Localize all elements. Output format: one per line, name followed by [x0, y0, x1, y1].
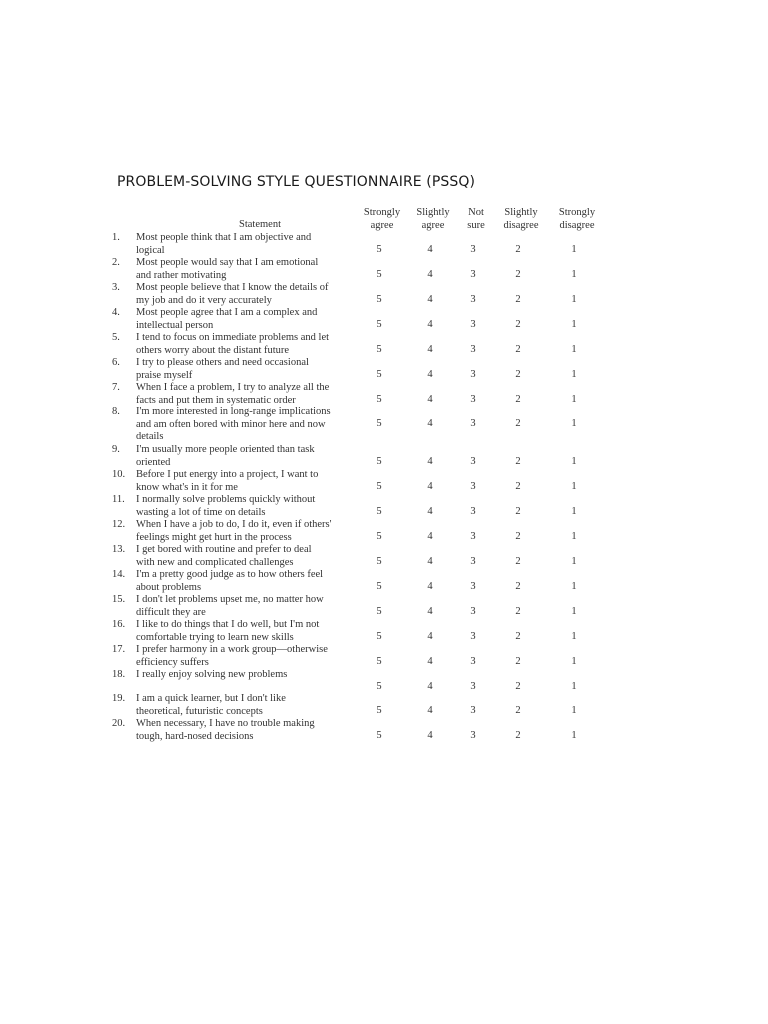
rating-option[interactable]: 4	[427, 606, 433, 617]
statement-number: 13.	[112, 544, 126, 555]
rating-option[interactable]: 3	[470, 456, 476, 467]
rating-option[interactable]: 3	[470, 269, 476, 280]
statement-text	[136, 718, 356, 743]
rating-option[interactable]: 1	[571, 418, 577, 429]
rating-option[interactable]: 4	[427, 581, 433, 592]
rating-option[interactable]: 1	[571, 369, 577, 380]
rating-option[interactable]: 5	[376, 730, 382, 741]
statement-line: I tend to focus on immediate problems and let	[136, 332, 330, 343]
rating-option[interactable]: 5	[376, 418, 382, 429]
rating-option[interactable]: 3	[470, 606, 476, 617]
statement-text	[136, 444, 356, 469]
rating-option[interactable]: 4	[427, 506, 433, 517]
rating-option[interactable]: 1	[571, 730, 577, 741]
rating-option[interactable]: 4	[427, 369, 433, 380]
rating-option[interactable]: 3	[470, 369, 476, 380]
statement-line: and rather motivating	[136, 269, 227, 281]
rating-option[interactable]: 3	[470, 481, 476, 492]
rating-option[interactable]: 2	[515, 418, 521, 429]
rating-option[interactable]: 4	[427, 631, 433, 642]
rating-option[interactable]: 4	[427, 319, 433, 330]
rating-option[interactable]: 1	[571, 344, 577, 355]
statement-text	[136, 332, 356, 357]
statement-line: I try to please others and need occasional	[136, 357, 309, 368]
statement-line: others worry about the distant future	[136, 344, 290, 356]
rating-option[interactable]: 2	[515, 531, 521, 542]
header-strongly-agree: Strongly agree	[363, 207, 401, 231]
rating-option[interactable]: 4	[427, 344, 433, 355]
statement-number: 10.	[112, 469, 126, 480]
statement-line: I'm more interested in long-range implications	[136, 406, 331, 417]
statement-line: oriented	[136, 456, 171, 468]
rating-option[interactable]: 5	[376, 369, 382, 380]
rating-option[interactable]: 5	[376, 681, 382, 692]
statement-number: 12.	[112, 519, 126, 530]
statement-line: I like to do things that I do well, but I'm not	[136, 619, 320, 630]
rating-option[interactable]: 5	[376, 606, 382, 617]
statement-number: 20.	[112, 718, 126, 729]
rating-option[interactable]: 4	[427, 294, 433, 305]
statement-text	[136, 594, 356, 619]
statement-text	[136, 357, 356, 382]
statement-number: 4.	[112, 307, 120, 318]
rating-option[interactable]: 3	[470, 294, 476, 305]
rating-option[interactable]: 5	[376, 705, 382, 716]
rating-option[interactable]: 5	[376, 581, 382, 592]
rating-option[interactable]: 3	[470, 631, 476, 642]
rating-option[interactable]: 1	[571, 456, 577, 467]
rating-option[interactable]: 2	[515, 581, 521, 592]
statement-number: 16.	[112, 619, 126, 630]
statement-line: Most people would say that I am emotional	[136, 257, 319, 268]
rating-option[interactable]: 3	[470, 656, 476, 667]
statement-line: theoretical, futuristic concepts	[136, 705, 263, 717]
statement-number: 15.	[112, 594, 126, 605]
rating-option[interactable]: 1	[571, 269, 577, 280]
rating-option[interactable]: 5	[376, 344, 382, 355]
statement-line: When I face a problem, I try to analyze all the	[136, 382, 330, 393]
rating-option[interactable]: 2	[515, 244, 521, 255]
statement-number: 2.	[112, 257, 120, 268]
statement-line: Most people believe that I know the details of	[136, 282, 329, 293]
rating-option[interactable]: 4	[427, 556, 433, 567]
rating-option[interactable]: 2	[515, 456, 521, 467]
statement-text	[136, 232, 356, 257]
rating-option[interactable]: 5	[376, 244, 382, 255]
statement-line: wasting a lot of time on details	[136, 506, 266, 518]
statement-line: feelings might get hurt in the process	[136, 531, 292, 543]
rating-option[interactable]: 4	[427, 705, 433, 716]
rating-option[interactable]: 3	[470, 581, 476, 592]
rating-option[interactable]: 2	[515, 269, 521, 280]
rating-option[interactable]: 3	[470, 705, 476, 716]
rating-option[interactable]: 1	[571, 556, 577, 567]
statement-column-header: Statement	[239, 219, 281, 230]
rating-option[interactable]: 1	[571, 506, 577, 517]
rating-option[interactable]: 2	[515, 344, 521, 355]
rating-option[interactable]: 4	[427, 269, 433, 280]
rating-option[interactable]: 3	[470, 319, 476, 330]
rating-option[interactable]: 1	[571, 394, 577, 405]
statement-text	[136, 644, 356, 669]
statement-text	[136, 257, 356, 282]
statement-text	[136, 693, 356, 718]
rating-option[interactable]: 4	[427, 456, 433, 467]
rating-option[interactable]: 1	[571, 319, 577, 330]
rating-option[interactable]: 4	[427, 481, 433, 492]
statement-number: 17.	[112, 644, 126, 655]
rating-option[interactable]: 1	[571, 244, 577, 255]
rating-option[interactable]: 3	[470, 730, 476, 741]
statement-line: facts and put them in systematic order	[136, 394, 296, 406]
statement-line: I normally solve problems quickly without	[136, 494, 316, 505]
rating-option[interactable]: 5	[376, 319, 382, 330]
statement-line: praise myself	[136, 369, 193, 381]
statement-line: my job and do it very accurately	[136, 294, 272, 306]
rating-option[interactable]: 4	[427, 394, 433, 405]
rating-option[interactable]: 5	[376, 456, 382, 467]
statement-text	[136, 282, 356, 307]
rating-option[interactable]: 3	[470, 506, 476, 517]
statement-text	[136, 469, 356, 494]
statement-text	[136, 382, 356, 407]
statement-line: logical	[136, 244, 165, 256]
rating-option[interactable]: 4	[427, 531, 433, 542]
statement-text	[136, 669, 356, 682]
rating-option[interactable]: 1	[571, 631, 577, 642]
rating-option[interactable]: 5	[376, 556, 382, 567]
rating-option[interactable]: 2	[515, 656, 521, 667]
statement-number: 8.	[112, 406, 120, 417]
rating-option[interactable]: 1	[571, 531, 577, 542]
rating-option[interactable]: 2	[515, 369, 521, 380]
rating-option[interactable]: 3	[470, 394, 476, 405]
statement-line: tough, hard-nosed decisions	[136, 730, 254, 742]
statement-line: When I have a job to do, I do it, even if others'	[136, 519, 332, 530]
rating-option[interactable]: 2	[515, 506, 521, 517]
rating-option[interactable]: 1	[571, 581, 577, 592]
statement-line: I prefer harmony in a work group—otherwise	[136, 644, 328, 655]
rating-option[interactable]: 5	[376, 531, 382, 542]
rating-option[interactable]: 2	[515, 481, 521, 492]
statement-number: 11.	[112, 494, 125, 505]
rating-option[interactable]: 1	[571, 481, 577, 492]
rating-option[interactable]: 3	[470, 681, 476, 692]
rating-option[interactable]: 5	[376, 269, 382, 280]
rating-option[interactable]: 3	[470, 556, 476, 567]
statement-line: difficult they are	[136, 606, 206, 618]
statement-text	[136, 494, 356, 519]
statement-number: 18.	[112, 669, 126, 680]
rating-option[interactable]: 2	[515, 319, 521, 330]
statement-number: 7.	[112, 382, 120, 393]
rating-option[interactable]: 5	[376, 394, 382, 405]
rating-option[interactable]: 3	[470, 344, 476, 355]
statement-text	[136, 569, 356, 594]
statement-text	[136, 307, 356, 332]
statement-line: know what's in it for me	[136, 481, 238, 493]
statement-line: intellectual person	[136, 319, 214, 331]
rating-option[interactable]: 1	[571, 294, 577, 305]
header-not-sure: Not sure	[467, 207, 485, 231]
rating-option[interactable]: 5	[376, 656, 382, 667]
rating-option[interactable]: 4	[427, 681, 433, 692]
rating-option[interactable]: 1	[571, 681, 577, 692]
rating-option[interactable]: 1	[571, 606, 577, 617]
rating-option[interactable]: 1	[571, 656, 577, 667]
statement-line: Most people agree that I am a complex and	[136, 307, 318, 318]
rating-option[interactable]: 2	[515, 681, 521, 692]
rating-option[interactable]: 2	[515, 730, 521, 741]
statement-number: 5.	[112, 332, 120, 343]
statement-number: 14.	[112, 569, 126, 580]
statement-number: 19.	[112, 693, 126, 704]
statement-line: When necessary, I have no trouble making	[136, 718, 315, 729]
statement-text	[136, 406, 356, 444]
rating-option[interactable]: 1	[571, 705, 577, 716]
rating-option[interactable]: 5	[376, 631, 382, 642]
rating-option[interactable]: 3	[470, 244, 476, 255]
rating-option[interactable]: 2	[515, 705, 521, 716]
rating-option[interactable]: 2	[515, 606, 521, 617]
rating-option[interactable]: 5	[376, 481, 382, 492]
rating-option[interactable]: 4	[427, 244, 433, 255]
header-strongly-disagree: Strongly disagree	[558, 207, 596, 231]
statement-line: I'm a pretty good judge as to how others feel	[136, 569, 324, 580]
statement-line: I get bored with routine and prefer to deal	[136, 544, 312, 555]
statement-number: 9.	[112, 444, 120, 455]
rating-option[interactable]: 2	[515, 556, 521, 567]
rating-option[interactable]: 4	[427, 656, 433, 667]
statement-line: I really enjoy solving new problems	[136, 669, 288, 680]
statement-number: 3.	[112, 282, 120, 293]
rating-option[interactable]: 2	[515, 294, 521, 305]
rating-option[interactable]: 2	[515, 394, 521, 405]
statement-line: comfortable trying to learn new skills	[136, 631, 294, 643]
statement-line: details	[136, 431, 164, 443]
statement-number: 1.	[112, 232, 120, 243]
rating-option[interactable]: 4	[427, 418, 433, 429]
statement-line: I don't let problems upset me, no matter how	[136, 594, 324, 605]
rating-option[interactable]: 3	[470, 531, 476, 542]
statement-text	[136, 544, 356, 569]
statement-line: I am a quick learner, but I don't like	[136, 693, 286, 704]
rating-option[interactable]: 3	[470, 418, 476, 429]
statement-text	[136, 619, 356, 644]
rating-option[interactable]: 5	[376, 294, 382, 305]
rating-option[interactable]: 5	[376, 506, 382, 517]
statement-line: about problems	[136, 581, 202, 593]
rating-option[interactable]: 4	[427, 730, 433, 741]
rating-option[interactable]: 2	[515, 631, 521, 642]
header-slightly-agree: Slightly agree	[416, 207, 450, 231]
header-slightly-disagree: Slightly disagree	[503, 207, 539, 231]
statement-number: 6.	[112, 357, 120, 368]
statement-line: efficiency suffers	[136, 656, 209, 668]
statement-text	[136, 519, 356, 544]
statement-line: and am often bored with minor here and now	[136, 418, 326, 430]
statement-line: I'm usually more people oriented than task	[136, 444, 315, 455]
statement-line: Before I put energy into a project, I want to	[136, 469, 319, 480]
statement-line: with new and complicated challenges	[136, 556, 294, 568]
statement-line: Most people think that I am objective and	[136, 232, 312, 243]
questionnaire-title: PROBLEM-SOLVING STYLE QUESTIONNAIRE (PSSQ)	[117, 174, 476, 190]
